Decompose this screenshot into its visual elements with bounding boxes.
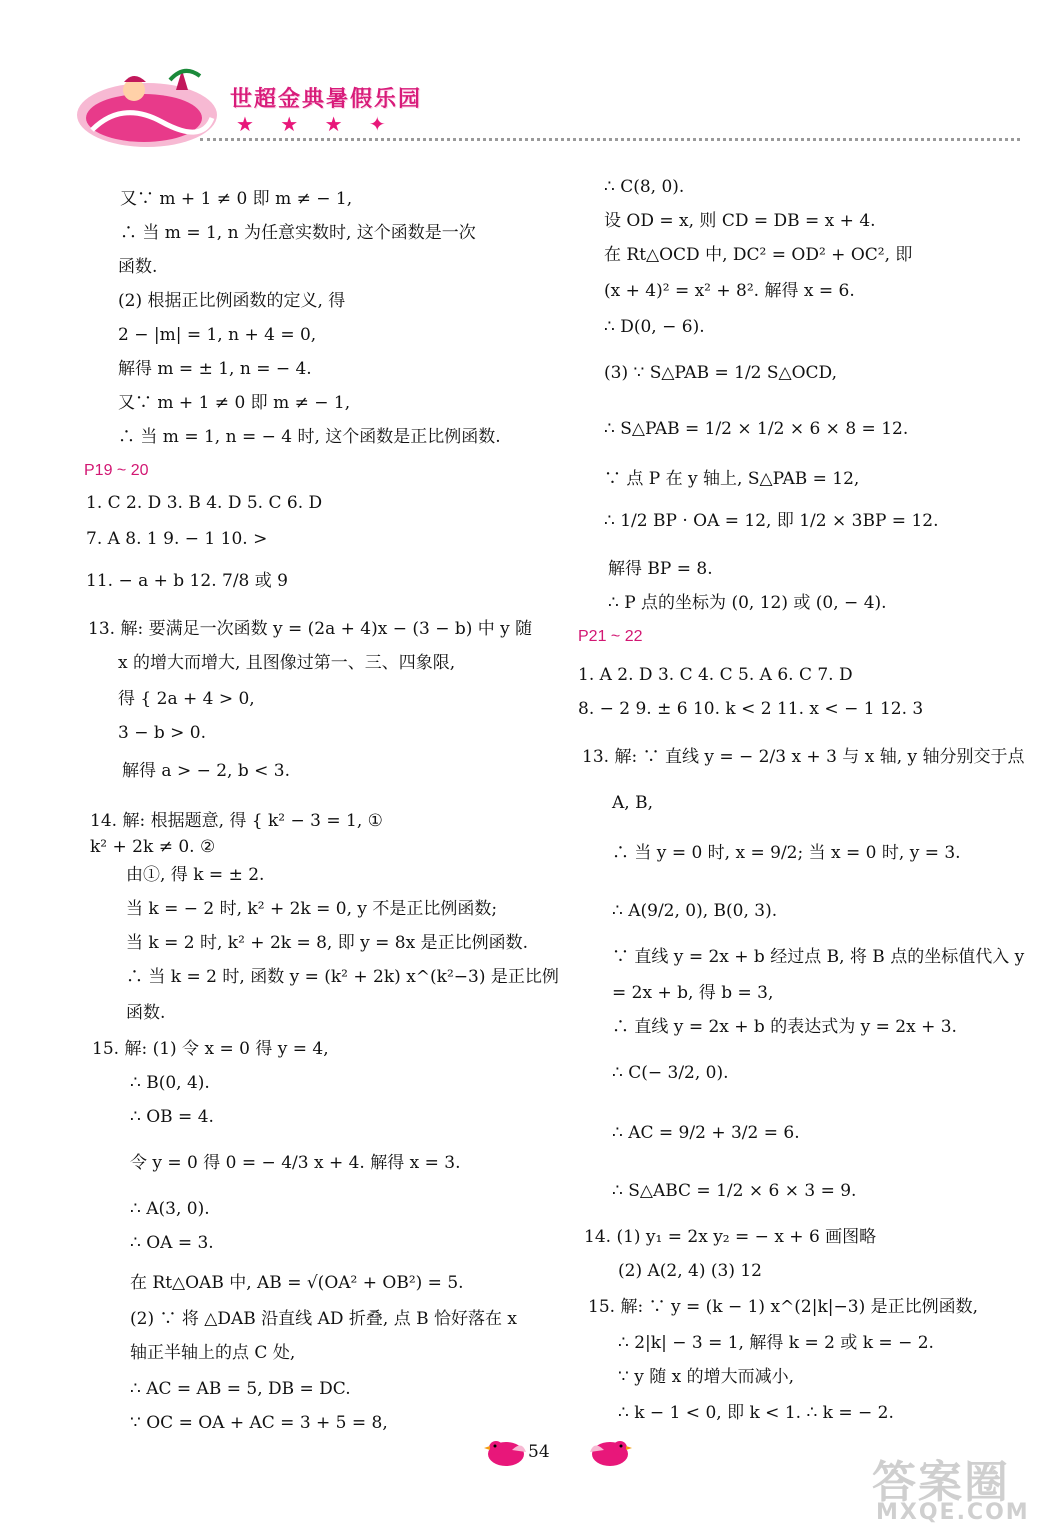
text-line: ∴ B(0, 4). [130, 1073, 210, 1093]
text-line: 当 k = 2 时, k² + 2k = 8, 即 y = 8x 是正比例函数. [126, 933, 529, 953]
text-line: ∴ OA = 3. [130, 1233, 214, 1253]
text-line: 解得 a > − 2, b < 3. [122, 761, 291, 781]
text-line: (2) A(2, 4) (3) 12 [618, 1261, 762, 1281]
text-line: ∴ S△PAB = 1/2 × 1/2 × 6 × 8 = 12. [604, 419, 909, 439]
text-line: 3 − b > 0. [118, 723, 207, 743]
text-line: 由①, 得 k = ± 2. [126, 865, 265, 885]
text-line: 1. C 2. D 3. B 4. D 5. C 6. D [86, 493, 323, 513]
summer-logo-icon [72, 60, 222, 150]
text-line: ∴ 当 y = 0 时, x = 9/2; 当 x = 0 时, y = 3. [612, 843, 961, 863]
text-line: (3) ∵ S△PAB = 1/2 S△OCD, [604, 363, 837, 383]
text-line: x 的增大而增大, 且图像过第一、三、四象限, [118, 653, 456, 673]
text-line: 8. − 2 9. ± 6 10. k < 2 11. x < − 1 12. 3 [578, 699, 924, 719]
text-line: ∴ OB = 4. [130, 1107, 214, 1127]
text-line: 7. A 8. 1 9. − 1 10. > [86, 529, 268, 549]
text-line: ∴ A(3, 0). [130, 1199, 210, 1219]
text-line: ∴ C(− 3/2, 0). [612, 1063, 729, 1083]
text-line: 1. A 2. D 3. C 4. C 5. A 6. C 7. D [578, 665, 853, 685]
text-line: ∴ P 点的坐标为 (0, 12) 或 (0, − 4). [608, 593, 887, 613]
text-line: 又∵ m + 1 ≠ 0 即 m ≠ − 1, [118, 393, 351, 413]
text-line: ∴ k − 1 < 0, 即 k < 1. ∴ k = − 2. [618, 1403, 894, 1423]
text-line: ∴ AC = 9/2 + 3/2 = 6. [612, 1123, 800, 1143]
text-line: ∵ y 随 x 的增大而减小, [618, 1367, 795, 1387]
text-line: ∵ 点 P 在 y 轴上, S△PAB = 12, [604, 469, 860, 489]
text-line: (x + 4)² = x² + 8². 解得 x = 6. [604, 281, 855, 301]
text-line: 解得 m = ± 1, n = − 4. [118, 359, 312, 379]
bird-icon [588, 1436, 634, 1468]
text-line: 得 { 2a + 4 > 0, [118, 689, 255, 709]
text-line: (2) ∵ 将 △DAB 沿直线 AD 折叠, 点 B 恰好落在 x [130, 1309, 517, 1329]
star-decoration: ★ ★ ★ ✦ [236, 112, 396, 136]
text-line: 又∵ m + 1 ≠ 0 即 m ≠ − 1, [120, 189, 353, 209]
text-line: 15. 解: ∵ y = (k − 1) x^(2|k|−3) 是正比例函数, [588, 1297, 979, 1317]
text-line: 令 y = 0 得 0 = − 4/3 x + 4. 解得 x = 3. [130, 1153, 461, 1173]
text-line: 解得 BP = 8. [608, 559, 713, 579]
text-line: ∴ C(8, 0). [604, 177, 685, 197]
watermark-url: MXQE.COM [876, 1500, 1030, 1525]
text-line: 函数. [118, 257, 158, 277]
bird-icon [482, 1436, 528, 1468]
text-line: 15. 解: (1) 令 x = 0 得 y = 4, [92, 1039, 329, 1059]
text-line: 14. 解: 根据题意, 得 { k² − 3 = 1, ① [90, 811, 383, 831]
text-line: ∴ A(9/2, 0), B(0, 3). [612, 901, 778, 921]
text-line: ∴ 1/2 BP · OA = 12, 即 1/2 × 3BP = 12. [604, 511, 939, 531]
text-line: 2 − |m| = 1, n + 4 = 0, [118, 325, 317, 345]
text-line: ∵ OC = OA + AC = 3 + 5 = 8, [130, 1413, 388, 1433]
text-line: ∴ 当 k = 2 时, 函数 y = (k² + 2k) x^(k²−3) 是正比例 [126, 967, 559, 987]
page-number: 54 [528, 1442, 550, 1462]
brand-title: 世超金典暑假乐园 [230, 87, 423, 112]
text-line: 13. 解: 要满足一次函数 y = (2a + 4)x − (3 − b) 中 y 随 [88, 619, 533, 639]
watermark-logo: 答案圈 [872, 1457, 1010, 1508]
text-line: k² + 2k ≠ 0. ② [90, 837, 216, 857]
text-line: 11. − a + b 12. 7/8 或 9 [86, 571, 288, 591]
text-line: ∵ 直线 y = 2x + b 经过点 B, 将 B 点的坐标值代入 y [612, 947, 1025, 967]
text-line: 13. 解: ∵ 直线 y = − 2/3 x + 3 与 x 轴, y 轴分别交于点 [582, 747, 1025, 767]
text-line: ∴ 直线 y = 2x + b 的表达式为 y = 2x + 3. [612, 1017, 957, 1037]
text-line: 函数. [126, 1003, 166, 1023]
text-line: ∴ 当 m = 1, n = − 4 时, 这个函数是正比例函数. [118, 427, 501, 447]
text-line: A, B, [612, 793, 653, 813]
text-line: ∴ 2|k| − 3 = 1, 解得 k = 2 或 k = − 2. [618, 1333, 934, 1353]
text-line: 在 Rt△OCD 中, DC² = OD² + OC², 即 [604, 245, 913, 265]
section-heading: P21 ~ 22 [578, 628, 643, 645]
text-line: 设 OD = x, 则 CD = DB = x + 4. [604, 211, 876, 231]
text-line: (2) 根据正比例函数的定义, 得 [118, 291, 346, 311]
text-line: ∴ 当 m = 1, n 为任意实数时, 这个函数是一次 [120, 223, 476, 243]
text-line: ∴ AC = AB = 5, DB = DC. [130, 1379, 351, 1399]
text-line: 轴正半轴上的点 C 处, [130, 1343, 296, 1363]
text-line: ∴ D(0, − 6). [604, 317, 705, 337]
page-header [0, 0, 1051, 160]
text-line: 当 k = − 2 时, k² + 2k = 0, y 不是正比例函数; [126, 899, 498, 919]
header-divider [200, 138, 1020, 141]
text-line: = 2x + b, 得 b = 3, [612, 983, 774, 1003]
section-heading: P19 ~ 20 [84, 462, 149, 479]
text-line: 14. (1) y₁ = 2x y₂ = − x + 6 画图略 [584, 1227, 877, 1247]
text-line: ∴ S△ABC = 1/2 × 6 × 3 = 9. [612, 1181, 857, 1201]
text-line: 在 Rt△OAB 中, AB = √(OA² + OB²) = 5. [130, 1273, 464, 1293]
